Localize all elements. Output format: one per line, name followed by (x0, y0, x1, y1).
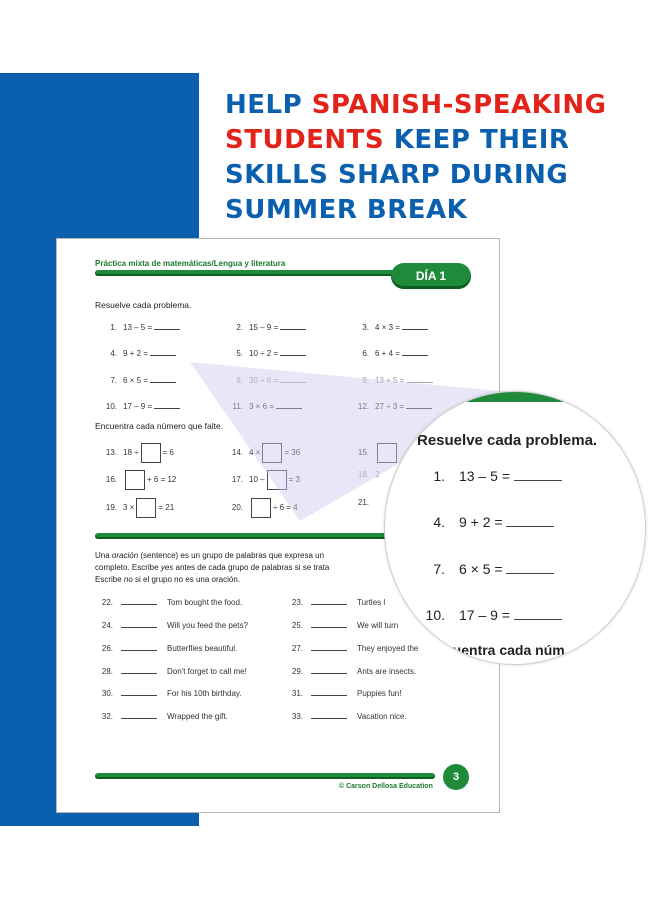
zoom-problem-item: 10. 17 – 9 = (419, 607, 562, 623)
headline-line3: SKILLS SHARP DURING (225, 160, 569, 190)
sentence-item: 33. Vacation nice. (291, 712, 407, 721)
problem-item: 1. 13 – 5 = (99, 322, 180, 332)
zoom-problem-item: 4. 9 + 2 = (419, 514, 554, 530)
copyright-text: © Carson Dellosa Education (339, 783, 433, 790)
page-number: 3 (443, 764, 469, 790)
sentence-item: 30. For his 10th birthday. (101, 689, 242, 698)
problem-item: 11. 3 × 6 = (225, 401, 302, 411)
day-badge: DÍA 1 (391, 263, 471, 289)
headline-line4: SUMMER BREAK (225, 195, 468, 225)
problem-item: 5. 10 ÷ 2 = (225, 348, 306, 358)
zoom-problem-item: 7. 6 × 5 = (419, 561, 554, 577)
headline-line1-red: SPANISH-SPEAKING (311, 90, 607, 120)
missing-item: 15. (351, 443, 399, 463)
zoom-problem-item: 1. 13 – 5 = (419, 468, 562, 484)
problem-item: 6. 6 + 4 = (351, 348, 428, 358)
missing-item: 17. 10 – = 3 (225, 470, 300, 490)
problem-item: 8. 30 ÷ 6 = (225, 375, 306, 385)
problem-item: 7. 6 × 5 = (99, 375, 176, 385)
missing-item: 16. + 6 = 12 (99, 470, 176, 490)
zoom-green-bar (445, 391, 646, 402)
problem-item: 10. 17 – 9 = (99, 401, 180, 411)
zoom-answer-blank[interactable] (514, 607, 562, 620)
missing-item: 20. ÷ 6 = 4 (225, 498, 298, 518)
sentence-item: 26. Butterflies beautiful. (101, 644, 238, 653)
headline-line2-blue: KEEP THEIR (384, 125, 570, 155)
zoom-answer-blank[interactable] (514, 468, 562, 481)
sentence-item: 29. Ants are insects. (291, 667, 417, 676)
missing-item: 13. 18 ÷ = 6 (99, 443, 174, 463)
worksheet-header-title: Práctica mixta de matemáticas/Lengua y literatura (95, 259, 286, 268)
headline-line2-red: STUDENTS (225, 125, 385, 155)
sentence-item: 25. We will turn (291, 621, 399, 630)
problem-item: 4. 9 + 2 = (99, 348, 176, 358)
problem-item: 9. 13 + 5 = (351, 375, 433, 385)
sentence-instructions: Una oración (sentence) es un grupo de palabras que expresa un completo. Escribe yes antes de cada grupo de palabras si se trata Escribe no si el grupo no es una oración. (95, 551, 330, 584)
missing-item: 19. 3 × = 21 (99, 498, 174, 518)
missing-item: 18. 2 (357, 470, 380, 479)
sentence-item: 31. Puppies fun! (291, 689, 402, 698)
sentence-item: 27. They enjoyed the (291, 644, 419, 653)
missing-item: 14. 4 × = 36 (225, 443, 300, 463)
zoom-answer-blank[interactable] (506, 514, 554, 527)
zoom-section-title: Resuelve cada problema. (417, 432, 598, 449)
zoom-answer-blank[interactable] (506, 561, 554, 574)
missing-item: 21. (357, 498, 369, 507)
problem-item: 2. 15 – 9 = (225, 322, 306, 332)
sentence-item: 32. Wrapped the gift. (101, 712, 228, 721)
sentence-item: 28. Don't forget to call me! (101, 667, 247, 676)
magnifier-circle (384, 391, 646, 665)
problem-item: 3. 4 × 3 = (351, 322, 428, 332)
zoom-section2-text: Encuentra cada núm (427, 642, 565, 658)
section-title-solve: Resuelve cada problema. (95, 300, 192, 310)
problem-item: 12. 27 ÷ 3 = (351, 401, 432, 411)
headline-line1-blue: HELP (225, 90, 312, 120)
section-title-missing: Encuentra cada número que falte. (95, 421, 224, 431)
sentence-item: 22. Tom bought the food. (101, 598, 243, 607)
sentence-item: 24. Will you feed the pets? (101, 621, 248, 630)
sentence-item: 23. Turtles l (291, 598, 386, 607)
